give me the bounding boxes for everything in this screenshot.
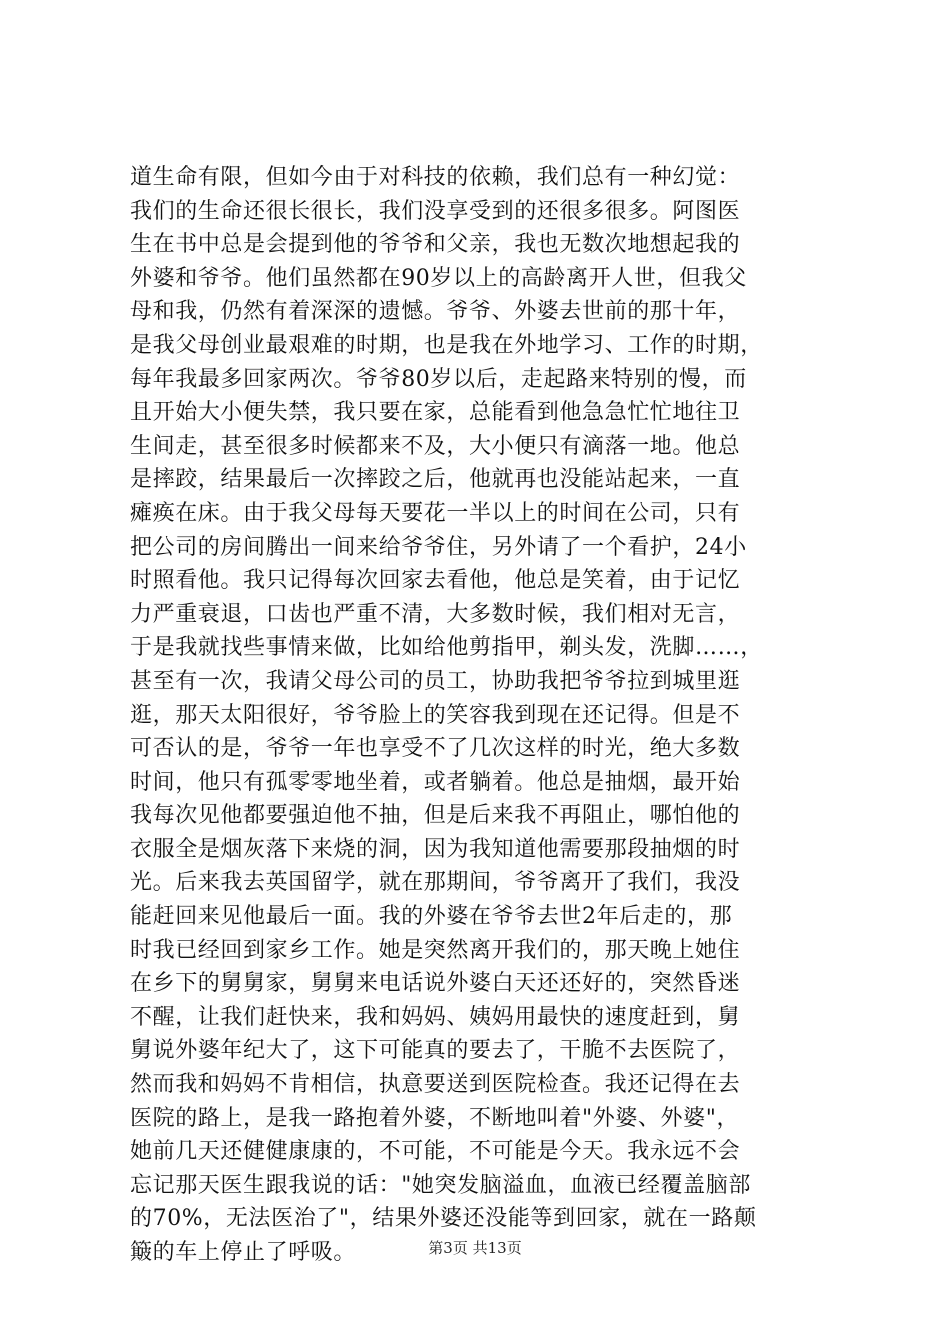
text-line: 是我父母创业最艰难的时期，也是我在外地学习、工作的时期， bbox=[130, 332, 763, 358]
text-line: 把公司的房间腾出一间来给爷爷住，另外请了一个看护，24小 bbox=[130, 534, 747, 560]
text-line: 道生命有限，但如今由于对科技的依赖，我们总有一种幻觉： bbox=[130, 165, 741, 190]
text-line: 她前几天还健健康康的，不可能，不可能是今天。我永远不会 bbox=[130, 1139, 741, 1165]
text-line: 可否认的是，爷爷一年也享受不了几次这样的时光，绝大多数 bbox=[130, 736, 741, 762]
text-line: 能赶回来见他最后一面。我的外婆在爷爷去世2年后走的，那 bbox=[130, 904, 733, 930]
text-line: 母和我，仍然有着深深的遗憾。爷爷、外婆去世前的那十年， bbox=[130, 299, 741, 325]
text-line: 我们的生命还很长很长，我们没享受到的还很多很多。阿图医 bbox=[130, 198, 741, 224]
text-line: 瘫痪在床。由于我父母每天要花一半以上的时间在公司，只有 bbox=[130, 500, 741, 526]
text-line: 逛，那天太阳很好，爷爷脸上的笑容我到现在还记得。但是不 bbox=[130, 702, 741, 728]
text-line: 甚至有一次，我请父母公司的员工，协助我把爷爷拉到城里逛 bbox=[130, 668, 741, 694]
text-line: 且开始大小便失禁，我只要在家，总能看到他急急忙忙地往卫 bbox=[130, 400, 741, 426]
body-text bbox=[130, 161, 850, 1270]
text-line: 舅说外婆年纪大了，这下可能真的要去了，干脆不去医院了， bbox=[130, 1038, 741, 1064]
text-line: 生在书中总是会提到他的爷爷和父亲，我也无数次地想起我的 bbox=[130, 232, 741, 258]
text-line: 簸的车上停止了呼吸。 bbox=[130, 1240, 357, 1265]
text-line: 的70%，无法医治了"，结果外婆还没能等到回家，就在一路颠 bbox=[130, 1206, 757, 1232]
text-line: 医院的路上，是我一路抱着外婆，不断地叫着"外婆、外婆"， bbox=[130, 1105, 740, 1131]
page-footer: 第3页 共13页 bbox=[428, 1239, 522, 1257]
text-line: 外婆和爷爷。他们虽然都在90岁以上的高龄离开人世，但我父 bbox=[130, 265, 747, 291]
text-line: 我每次见他都要强迫他不抽，但是后来我不再阻止，哪怕他的 bbox=[130, 803, 741, 829]
text-line: 每年我最多回家两次。爷爷80岁以后，走起路来特别的慢，而 bbox=[130, 366, 747, 392]
text-line: 生间走，甚至很多时候都来不及，大小便只有滴落一地。他总 bbox=[130, 433, 741, 459]
text-line: 不醒，让我们赶快来，我和妈妈、姨妈用最快的速度赶到，舅 bbox=[130, 1004, 741, 1030]
text-line: 然而我和妈妈不肯相信，执意要送到医院检查。我还记得在去 bbox=[130, 1072, 741, 1098]
text-line: 忘记那天医生跟我说的话："她突发脑溢血，血液已经覆盖脑部 bbox=[130, 1172, 751, 1198]
text-line: 衣服全是烟灰落下来烧的洞，因为我知道他需要那段抽烟的时 bbox=[130, 836, 741, 862]
text-line: 力严重衰退，口齿也严重不清，大多数时候，我们相对无言， bbox=[130, 601, 741, 627]
text-line: 在乡下的舅舅家，舅舅来电话说外婆白天还还好的，突然昏迷 bbox=[130, 971, 741, 997]
text-line: 时间，他只有孤零零地坐着，或者躺着。他总是抽烟，最开始 bbox=[130, 769, 741, 795]
text-line: 时照看他。我只记得每次回家去看他，他总是笑着，由于记忆 bbox=[130, 568, 741, 594]
text-line: 时我已经回到家乡工作。她是突然离开我们的，那天晚上她住 bbox=[130, 937, 741, 963]
text-line: 光。后来我去英国留学，就在那期间，爷爷离开了我们，我没 bbox=[130, 870, 741, 896]
text-line: 于是我就找些事情来做，比如给他剪指甲，剃头发，洗脚……， bbox=[130, 635, 763, 661]
text-line: 是摔跤，结果最后一次摔跤之后，他就再也没能站起来，一直 bbox=[130, 467, 741, 493]
